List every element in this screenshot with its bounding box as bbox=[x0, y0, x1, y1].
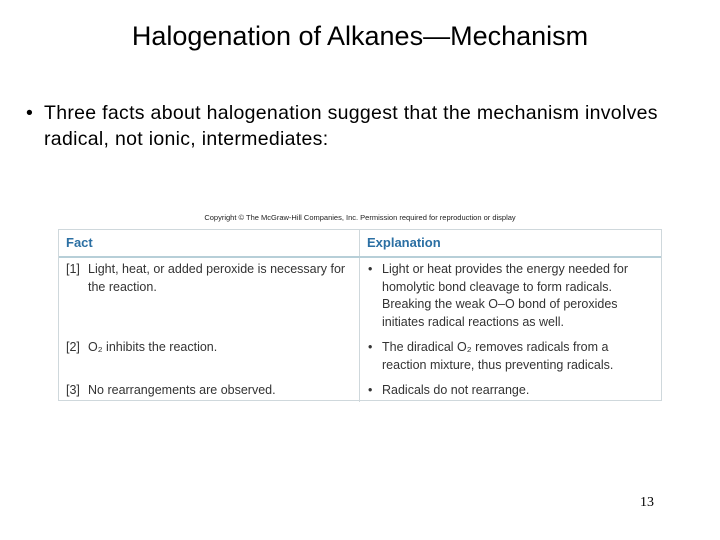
fact-number-1: [1] bbox=[66, 262, 80, 276]
table-header bbox=[59, 230, 661, 258]
explanation-column bbox=[360, 258, 661, 402]
page-number: 13 bbox=[640, 495, 654, 510]
explanation-text-1: Light or heat provides the energy needed for homolytic bond cleavage to form radicals. Breaking the weak O–O bond of peroxides initiates radical reactions as well. bbox=[382, 262, 629, 329]
slide-title: Halogenation of Alkanes—Mechanism bbox=[131, 21, 589, 51]
header-fact: Fact bbox=[59, 230, 360, 256]
explanation-text-3: Radicals do not rearrange. bbox=[382, 383, 530, 397]
fact-number-2: [2] bbox=[66, 340, 80, 354]
explanation-cell-1 bbox=[360, 261, 661, 331]
fact-number-3: [3] bbox=[66, 383, 80, 397]
explanation-bullet-3: • bbox=[368, 383, 373, 397]
explanation-bullet-1: • bbox=[368, 262, 373, 276]
bullet-marker: • bbox=[26, 102, 34, 124]
bullet-text: Three facts about halogenation suggest that the mechanism involves radical, not ionic, intermediates: bbox=[44, 102, 658, 150]
table-body bbox=[59, 258, 661, 402]
fact-cell-1 bbox=[59, 261, 359, 296]
fact-column bbox=[59, 258, 360, 402]
bullet-point bbox=[26, 100, 696, 152]
header-explanation: Explanation bbox=[367, 235, 441, 250]
fact-cell-2 bbox=[59, 339, 359, 357]
explanation-cell-2 bbox=[360, 339, 661, 374]
explanation-bullet-2: • bbox=[368, 340, 373, 354]
explanation-text-2: The diradical O₂ removes radicals from a reaction mixture, thus preventing radicals. bbox=[382, 340, 614, 372]
copyright-notice: Copyright © The McGraw-Hill Companies, Inc. Permission required for reproduction or display bbox=[204, 213, 516, 222]
fact-cell-3 bbox=[59, 382, 359, 400]
fact-text-2: O₂ inhibits the reaction. bbox=[88, 340, 218, 354]
facts-table bbox=[58, 229, 662, 401]
explanation-cell-3 bbox=[360, 382, 661, 400]
fact-text-1: Light, heat, or added peroxide is necessary for the reaction. bbox=[88, 262, 346, 294]
fact-text-3: No rearrangements are observed. bbox=[88, 383, 276, 397]
